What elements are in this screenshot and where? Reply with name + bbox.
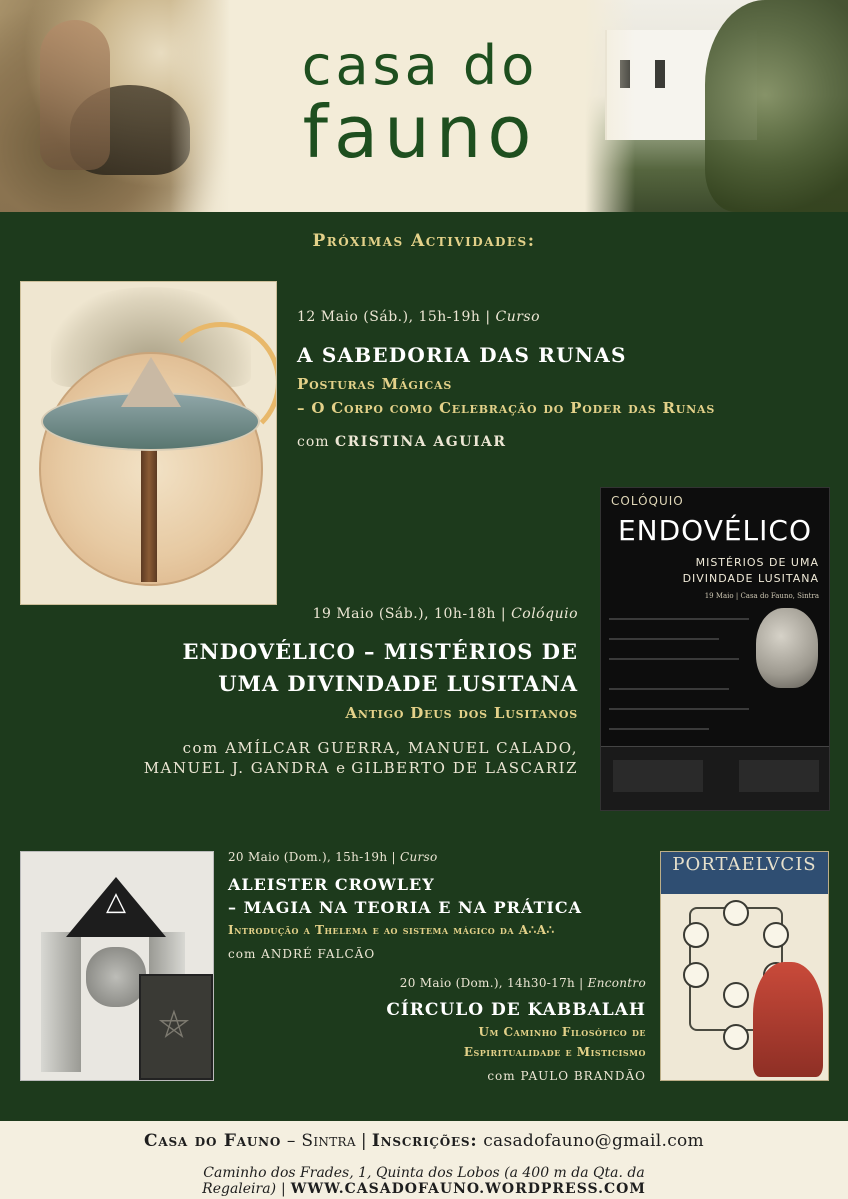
logo-line-1: casa do xyxy=(301,34,539,97)
event-3-subtitle: Introdução a Thelema e ao sistema mágico da A∴A∴ xyxy=(228,923,555,937)
event-1-date: 12 Maio (Sáb.), 15h-19h | Curso xyxy=(297,309,541,325)
house-photo-image xyxy=(585,0,848,212)
event-4-speakers: com PAULO BRANDÃO xyxy=(487,1069,646,1083)
section-title: Próximas Actividades: xyxy=(312,231,536,251)
event-4-subtitle-1: Um Caminho Filosófico de xyxy=(478,1025,646,1039)
event-3-title-2: – MAGIA NA TEORIA E NA PRÁTICA xyxy=(228,898,583,917)
event-2-speakers-1: com AMÍLCAR GUERRA, MANUEL CALADO, xyxy=(182,739,578,757)
event-3-title-1: ALEISTER CROWLEY xyxy=(228,875,435,894)
event-4-title: CÍRCULO DE KABBALAH xyxy=(386,1000,646,1020)
faun-painting-image xyxy=(0,0,230,212)
event-4-date: 20 Maio (Dom.), 14h30-17h | Encontro xyxy=(399,976,646,990)
event-2-title-2: UMA DIVINDADE LUSITANA xyxy=(218,671,578,696)
event-2-title-1: ENDOVÉLICO – MISTÉRIOS DE xyxy=(182,639,578,664)
header-banner xyxy=(0,0,848,212)
portae-lucis-image: PORTAELVCIS xyxy=(660,851,829,1081)
yggdrasil-image xyxy=(20,281,277,605)
event-1-speakers: com CRISTINA AGUIAR xyxy=(297,434,507,450)
event-4-subtitle-2: Espiritualidade e Misticismo xyxy=(463,1045,646,1059)
footer-line-2: Caminho dos Frades, 1, Quinta dos Lobos (a 400 m da Qta. da Regaleira) | WWW.CASADOFAUNO.WORDPRESS.COM xyxy=(202,1165,646,1197)
event-3-date: 20 Maio (Dom.), 15h-19h | Curso xyxy=(228,850,438,864)
event-2-subtitle: Antigo Deus dos Lusitanos xyxy=(345,704,578,722)
footer-email[interactable]: casadofauno@gmail.com xyxy=(483,1131,704,1151)
endovelico-poster-image: COLÓQUIO ENDOVÉLICO MISTÉRIOS DE UMA DIVINDADE LUSITANA 19 Maio | Casa do Fauno, Sintra xyxy=(600,487,830,811)
footer-website[interactable]: WWW.CASADOFAUNO.WORDPRESS.COM xyxy=(290,1181,646,1197)
footer-line-1: Casa do Fauno – Sintra | Inscrições: casadofauno@gmail.com xyxy=(144,1131,704,1151)
bust-icon xyxy=(756,608,818,688)
event-3-speakers: com ANDRÉ FALCÃO xyxy=(228,947,376,961)
event-2-date: 19 Maio (Sáb.), 10h-18h | Colóquio xyxy=(312,606,578,622)
event-1-subtitle-2: – O Corpo como Celebração do Poder das Runas xyxy=(297,399,716,417)
event-1-title: A SABEDORIA DAS RUNAS xyxy=(297,343,627,367)
event-2-speakers-2: MANUEL J. GANDRA e GILBERTO DE LASCARIZ xyxy=(143,759,578,777)
logo-line-2: fauno xyxy=(302,90,538,174)
pentagram-icon: ⛤ xyxy=(158,1002,190,1046)
eye-triangle-icon: △ xyxy=(106,887,126,917)
event-1-subtitle-1: Posturas Mágicas xyxy=(297,375,453,393)
